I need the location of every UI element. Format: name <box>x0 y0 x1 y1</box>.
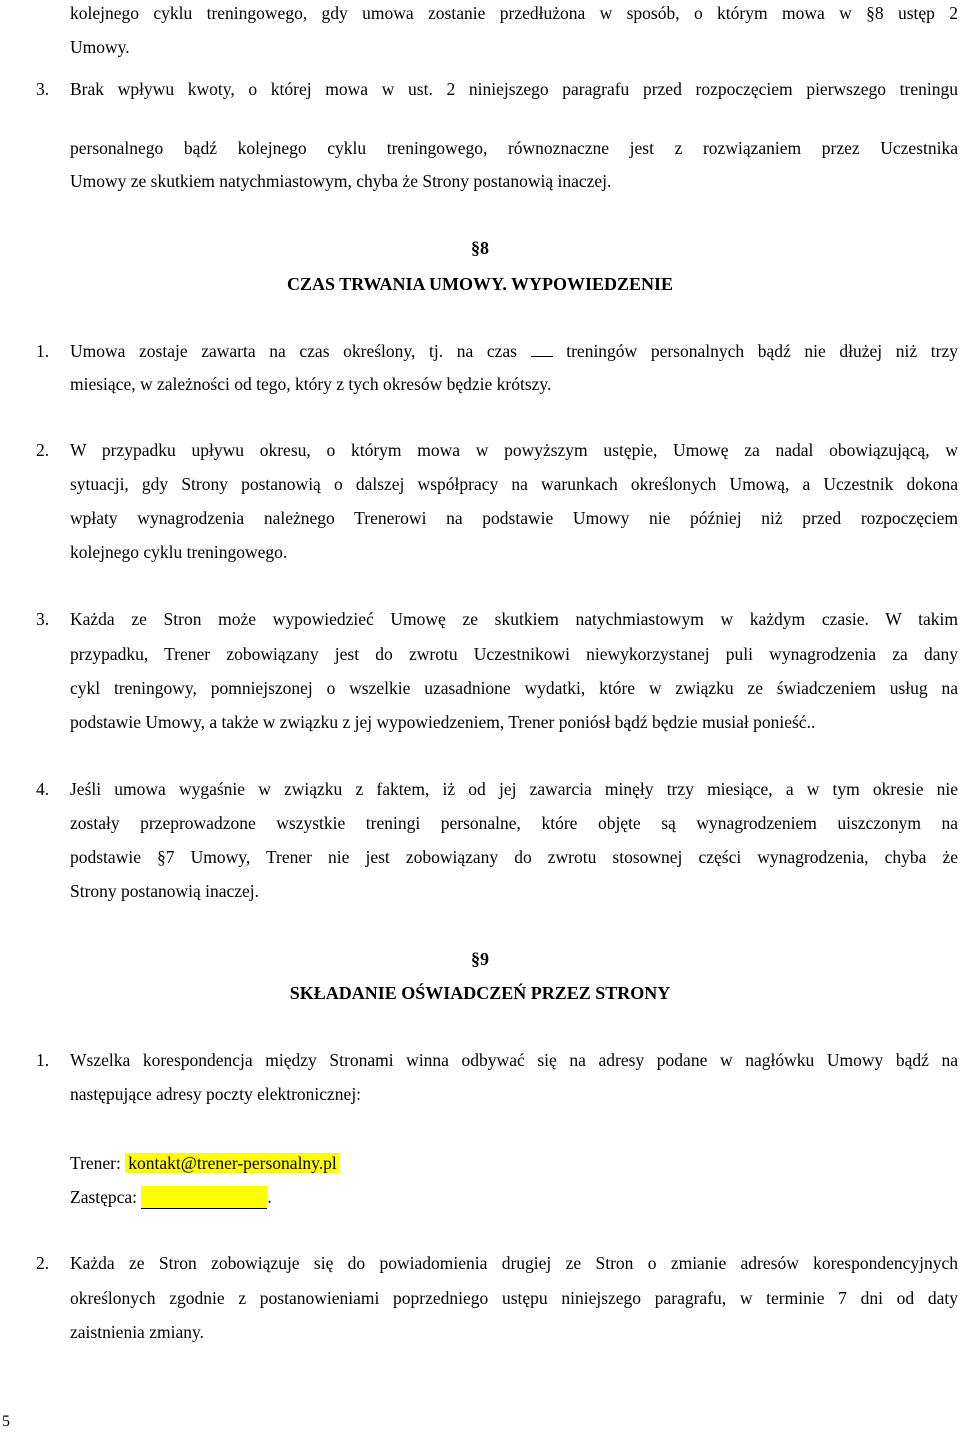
paragraph-line: miesiące, w zależności od tego, który z tych okresów będzie krótszy. <box>70 374 552 394</box>
blank-field <box>141 1186 267 1209</box>
contact-label: Trener: <box>70 1153 121 1173</box>
text-fragment: treningów personalnych bądź nie dłużej niż trzy <box>566 341 958 361</box>
item-number: 1. <box>36 341 50 361</box>
section-title: SKŁADANIE OŚWIADCZEŃ PRZEZ STRONY <box>289 983 671 1003</box>
paragraph-line: Każda ze Stron zobowiązuje się do powiadomienia drugiej ze Stron o zmianie adresów korespondencyjnych <box>70 1253 958 1273</box>
punctuation: . <box>267 1187 272 1207</box>
paragraph-line: Brak wpływu kwoty, o której mowa w ust. 2 niniejszego paragrafu przed rozpoczęciem pierwszego treningu <box>70 79 958 99</box>
paragraph-line: Wszelka korespondencja między Stronami winna odbywać się na adresy podane w nagłówku Umowy bądź na <box>70 1050 958 1070</box>
paragraph-line: określonych zgodnie z postanowieniami poprzedniego ustępu niniejszego paragrafu, w terminie 7 dni od daty <box>70 1288 958 1308</box>
item-number: 2. <box>36 440 50 460</box>
paragraph-line: personalnego bądź kolejnego cyklu treningowego, równoznaczne jest z rozwiązaniem przez Uczestnika <box>70 138 958 158</box>
contact-line-trener <box>70 1146 958 1180</box>
item-number: 3. <box>36 609 50 629</box>
paragraph-line: następujące adresy poczty elektronicznej: <box>70 1084 362 1104</box>
paragraph-line: Każda ze Stron może wypowiedzieć Umowę ze skutkiem natychmiastowym w każdym czasie. W takim <box>70 609 958 629</box>
blank-field <box>531 356 553 357</box>
section-symbol: §9 <box>471 949 489 969</box>
section-title: CZAS TRWANIA UMOWY. WYPOWIEDZENIE <box>286 274 674 294</box>
email-link[interactable]: kontakt@trener-personalny.pl <box>125 1153 340 1173</box>
text-fragment: Umowa zostaje zawarta na czas określony, tj. na czas <box>70 341 517 361</box>
paragraph-line: cykl treningowy, pomniejszonej o wszelkie uzasadnione wydatki, które w związku ze świadczeniem usług na <box>70 678 958 698</box>
item-number: 4. <box>36 779 50 799</box>
section-symbol: §8 <box>471 238 489 258</box>
paragraph-line: W przypadku upływu okresu, o którym mowa w powyższym ustępie, Umowę za nadal obowiązującą, w <box>70 440 958 460</box>
paragraph-line: wpłaty wynagrodzenia należnego Trenerowi na podstawie Umowy nie później niż przed rozpoczęciem <box>70 508 958 528</box>
item-number: 3. <box>36 79 50 99</box>
paragraph-line: Umowy. <box>70 37 130 57</box>
paragraph-line: Strony postanowią inaczej. <box>70 881 260 901</box>
item-number: 2. <box>36 1253 50 1273</box>
contact-line-zastepca <box>70 1180 958 1214</box>
item-number: 1. <box>36 1050 50 1070</box>
paragraph-line: Jeśli umowa wygaśnie w związku z faktem, iż od jej zawarcia minęły trzy miesiące, a w tym okresie nie <box>70 779 958 799</box>
paragraph-line: przypadku, Trener zobowiązany jest do zwrotu Uczestnikowi niewykorzystanej puli wynagrodzenia za dany <box>70 644 958 664</box>
paragraph-line: kolejnego cyklu treningowego, gdy umowa zostanie przedłużona w sposób, o którym mowa w §8 ustęp 2 <box>70 3 958 23</box>
page-number: 5 <box>2 1413 10 1430</box>
contact-label: Zastępca: <box>70 1187 138 1207</box>
paragraph-line: zostały przeprowadzone wszystkie treningi personalne, które objęte są wynagrodzeniem uiszczonym na <box>70 813 958 833</box>
paragraph-line: podstawie Umowy, a także w związku z jej wypowiedzeniem, Trener poniósł bądź będzie musiał ponieść.. <box>70 712 816 732</box>
paragraph-line: zaistnienia zmiany. <box>70 1322 204 1342</box>
paragraph-line: Umowy ze skutkiem natychmiastowym, chyba że Strony postanowią inaczej. <box>70 171 612 191</box>
paragraph-line <box>70 334 958 368</box>
paragraph-line: sytuacji, gdy Strony postanowią o dalszej współpracy na warunkach określonych Umową, a Uczestnik dokona <box>70 474 958 494</box>
paragraph-line: podstawie §7 Umowy, Trener nie jest zobowiązany do zwrotu stosownej części wynagrodzenia, chyba że <box>70 847 958 867</box>
paragraph-line: kolejnego cyklu treningowego. <box>70 542 288 562</box>
